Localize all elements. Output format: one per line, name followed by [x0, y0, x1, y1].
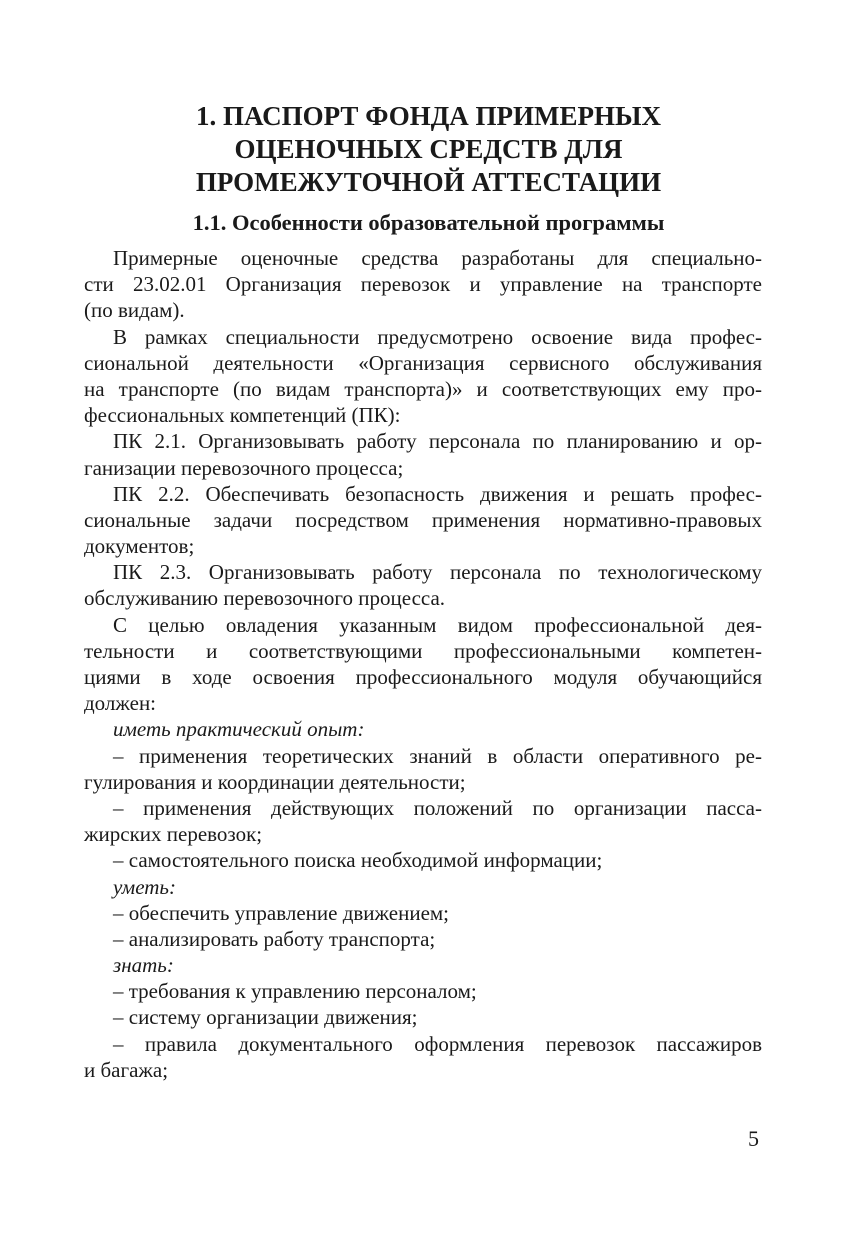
subsection-title: 1.1. Особенности образовательной программы	[192, 210, 665, 235]
text-line: – систему организации движения;	[113, 1005, 418, 1030]
text-line: тельности и соответствующими профессиональными компетен-	[84, 638, 762, 663]
text-line: обслуживанию перевозочного процесса.	[84, 586, 446, 611]
text-line: – самостоятельного поиска необходимой информации;	[113, 848, 603, 873]
paragraph	[84, 743, 762, 795]
text-line: – применения действующих положений по организации пасса-	[113, 795, 762, 820]
paragraph	[84, 795, 762, 847]
text-line: сиональной деятельности «Организация сервисного обслуживания	[84, 350, 762, 375]
text-line: В рамках специальности предусмотрено освоение вида профес-	[113, 324, 762, 349]
page-number: 5	[748, 1126, 759, 1151]
section-label	[84, 716, 762, 742]
text-line: ганизации перевозочного процесса;	[84, 455, 404, 480]
text-line: документов;	[84, 534, 195, 559]
text-line: – обеспечить управление движением;	[113, 900, 450, 925]
paragraph	[84, 926, 762, 952]
section-title	[0, 100, 857, 199]
text-line: ПК 2.1. Организовывать работу персонала по планированию и ор-	[113, 429, 762, 454]
paragraph	[84, 559, 762, 611]
text-line: жирских перевозок;	[84, 822, 263, 847]
text-line: сиональные задачи посредством применения нормативно-правовых	[84, 507, 762, 532]
paragraph	[84, 1031, 762, 1083]
text-line: С целью овладения указанным видом профессиональной дея-	[113, 612, 762, 637]
text-line: – требования к управлению персоналом;	[113, 979, 477, 1004]
title-line: 1. ПАСПОРТ ФОНДА ПРИМЕРНЫХ	[195, 101, 662, 131]
text-line: иметь практический опыт:	[113, 717, 365, 742]
text-line: ПК 2.2. Обеспечивать безопасность движения и решать профес-	[113, 481, 762, 506]
paragraph	[84, 900, 762, 926]
text-line: (по видам).	[84, 298, 185, 323]
section-label	[84, 952, 762, 978]
title-line: ПРОМЕЖУТОЧНОЙ АТТЕСТАЦИИ	[195, 167, 662, 197]
text-line: на транспорте (по видам транспорта)» и соответствующих ему про-	[84, 376, 762, 401]
text-line: Примерные оценочные средства разработаны для специально-	[113, 246, 762, 270]
title-line: ОЦЕНОЧНЫХ СРЕДСТВ ДЛЯ	[234, 134, 623, 164]
paragraph	[84, 428, 762, 480]
paragraph	[84, 481, 762, 560]
paragraph	[84, 324, 762, 429]
paragraph	[84, 847, 762, 873]
text-line: – правила документального оформления перевозок пассажиров	[113, 1031, 762, 1056]
paragraph	[84, 612, 762, 717]
text-line: уметь:	[113, 874, 176, 899]
text-line: – применения теоретических знаний в области оперативного ре-	[113, 743, 762, 768]
section-label	[84, 874, 762, 900]
text-line: должен:	[84, 691, 157, 716]
text-line: гулирования и координации деятельности;	[84, 769, 466, 794]
text-line: знать:	[113, 953, 174, 978]
text-line: циями в ходе освоения профессионального модуля обучающийся	[84, 665, 762, 689]
text-line: – анализировать работу транспорта;	[113, 926, 436, 951]
body-text	[84, 245, 762, 1083]
paragraph	[84, 1004, 762, 1030]
paragraph	[84, 978, 762, 1004]
text-line: и багажа;	[84, 1057, 169, 1082]
text-line: ПК 2.3. Организовывать работу персонала по технологическому	[113, 560, 762, 585]
text-line: фессиональных компетенций (ПК):	[84, 403, 401, 428]
text-line: сти 23.02.01 Организация перевозок и управление на транспорте	[84, 272, 762, 297]
paragraph	[84, 245, 762, 324]
